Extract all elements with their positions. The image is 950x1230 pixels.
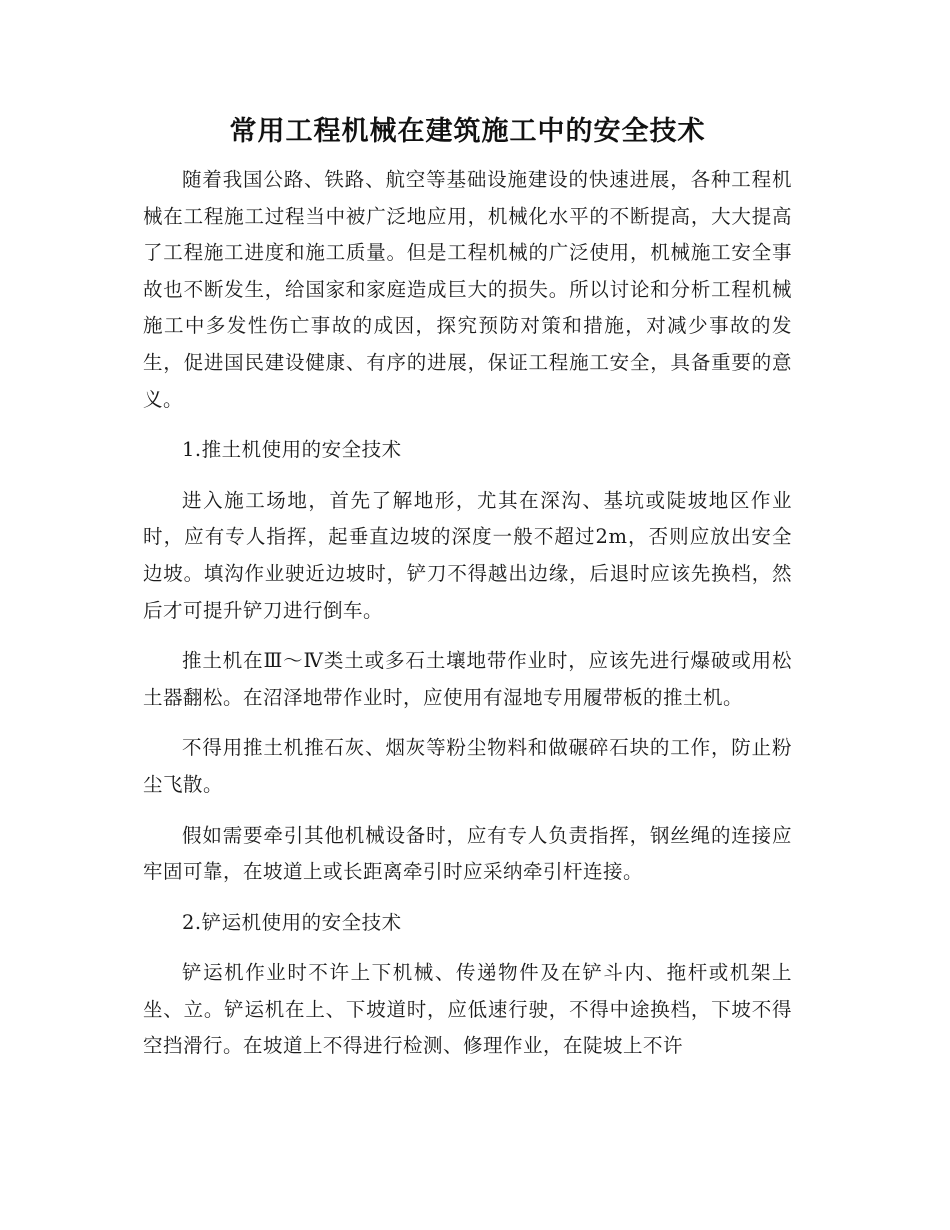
section-1-paragraph-3: 不得用推土机推石灰、烟灰等粉尘物料和做碾碎石块的工作，防止粉尘飞散。	[143, 736, 792, 796]
section-1-paragraph-2: 推土机在Ⅲ～Ⅳ类土或多石土壤地带作业时，应该先进行爆破或用松土器翻松。在沼泽地带作业时，应使用有湿地专用履带板的推土机。	[143, 649, 792, 709]
intro-paragraph: 随着我国公路、铁路、航空等基础设施建设的快速进展，各种工程机械在工程施工过程当中被广泛地应用，机械化水平的不断提高，大大提高了工程施工进度和施工质量。但是工程机械的广泛使用，机械施工安全事故也不断发生，给国家和家庭造成巨大的损失。所以讨论和分析工程机械施工中多发性伤亡事故的成因，探究预防对策和措施，对减少事故的发生，促进国民建设健康、有序的进展，保证工程施工安全，具备重要的意义。	[143, 168, 792, 411]
document-title: 常用工程机械在建筑施工中的安全技术	[229, 116, 706, 147]
section-1-heading: 1.推土机使用的安全技术	[182, 438, 402, 462]
section-2-paragraph-1: 铲运机作业时不许上下机械、传递物件及在铲斗内、拖杆或机架上坐、立。铲运机在上、下坡道时，应低速行驶，不得中途换档，下坡不得空挡滑行。在坡道上不得进行检测、修理作业，在陡坡上不许	[143, 961, 792, 1058]
section-2-heading: 2.铲运机使用的安全技术	[182, 910, 402, 934]
section-1-paragraph-4: 假如需要牵引其他机械设备时，应有专人负责指挥，钢丝绳的连接应牢固可靠，在坡道上或长距离牵引时应采纳牵引杆连接。	[143, 823, 792, 884]
section-1-paragraph-1: 进入施工场地，首先了解地形，尤其在深沟、基坑或陡坡地区作业时，应有专人指挥，起垂直边坡的深度一般不超过2m，否则应放出安全边坡。填沟作业驶近边坡时，铲刀不得越出边缘，后退时应该先换档，然后才可提升铲刀进行倒车。	[143, 488, 792, 622]
